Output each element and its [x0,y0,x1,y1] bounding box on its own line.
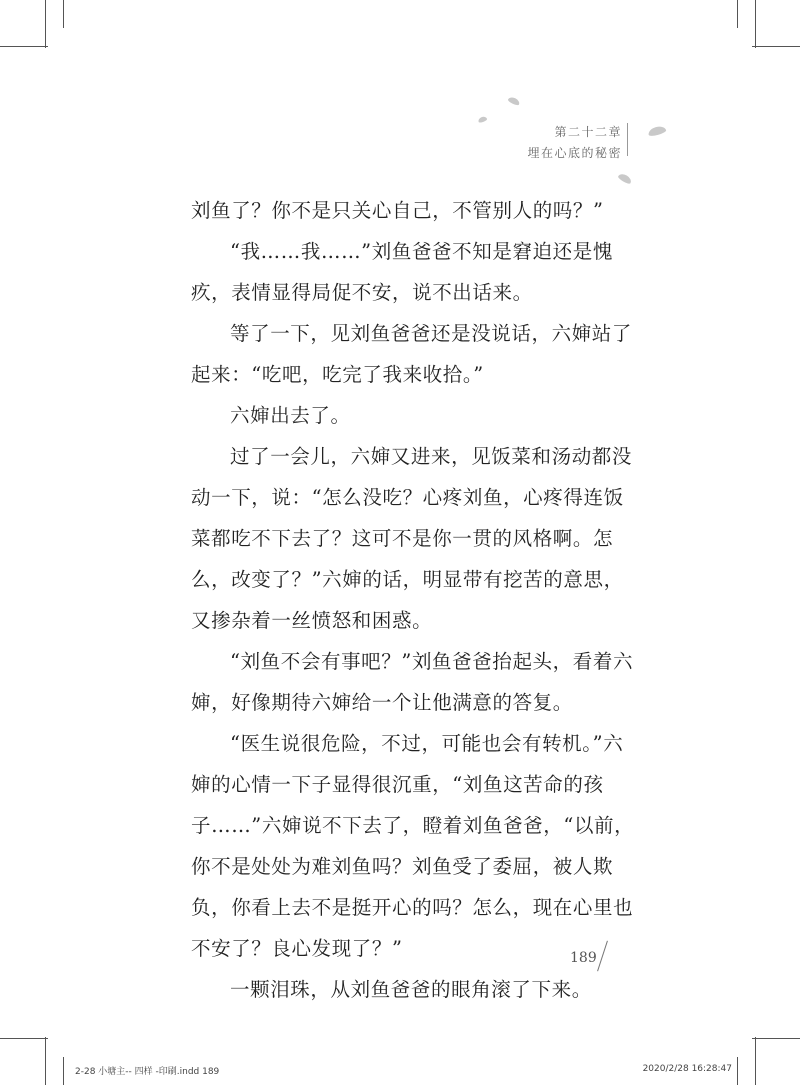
chapter-divider [627,123,628,156]
petal-decoration [647,125,666,137]
body-text [191,190,641,1010]
chapter-header [527,122,622,164]
petal-decoration [617,172,633,185]
paragraph: “医生说很危险，不过，可能也会有转机。”六婶的心情一下子显得很沉重，“刘鱼这苦命的孩子……”六婶说不下去了，瞪着刘鱼爸爸，“以前，你不是处处为难刘鱼吗？刘鱼受了委屈，被人欺负，你看上去不是挺开心的吗？怎么，现在心里也不安了？良心发现了？” [191,732,635,960]
crop-mark-top-right-h [752,46,800,47]
crop-mark-top-right-v [755,0,756,48]
crop-mark-bottom-right-v [755,1037,756,1085]
crop-mark-top-right-v2 [737,0,738,28]
crop-mark-bottom-right-h [752,1038,800,1039]
crop-mark-top-left-v2 [63,0,64,28]
print-footer-file: 2-28 小塘主-- 四样 -印刷.indd 189 [75,1067,220,1077]
paragraph: “我……我……”刘鱼爸爸不知是窘迫还是愧疚，表情显得局促不安，说不出话来。 [191,240,613,304]
paragraph: 一颗泪珠，从刘鱼爸爸的眼角滚了下来。 [230,978,592,1001]
crop-mark-bottom-right-v2 [737,1057,738,1085]
page-number: 189 [570,950,597,966]
chapter-title: 埋在心底的秘密 [527,146,622,160]
print-footer-timestamp: 2020/2/28 16:28:47 [642,1064,732,1074]
paragraph: 六婶出去了。 [230,404,351,427]
paragraph: 等了一下，见刘鱼爸爸还是没说话，六婶站了起来：“吃吧，吃完了我来收拾。” [191,322,633,386]
chapter-number: 第二十二章 [554,125,622,139]
paragraph: 过了一会儿，六婶又进来，见饭菜和汤动都没动一下，说：“怎么没吃？心疼刘鱼，心疼得连饭菜都吃不下去了？这可不是你一贯的风格啊。怎么，改变了？”六婶的话，明显带有挖苦的意思，又掺杂着一丝愤怒和困惑。 [191,445,633,632]
crop-mark-bottom-left-v2 [63,1057,64,1085]
petal-decoration [477,116,487,124]
crop-mark-top-left-v [45,0,46,48]
crop-mark-top-left-h [0,46,48,47]
crop-mark-bottom-left-v [45,1037,46,1085]
petal-decoration [507,96,520,107]
paragraph: 刘鱼了？你不是只关心自己，不管别人的吗？” [191,199,604,222]
paragraph: “刘鱼不会有事吧？”刘鱼爸爸抬起头，看着六婶，好像期待六婶给一个让他满意的答复。 [191,650,634,714]
crop-mark-bottom-left-h [0,1038,48,1039]
